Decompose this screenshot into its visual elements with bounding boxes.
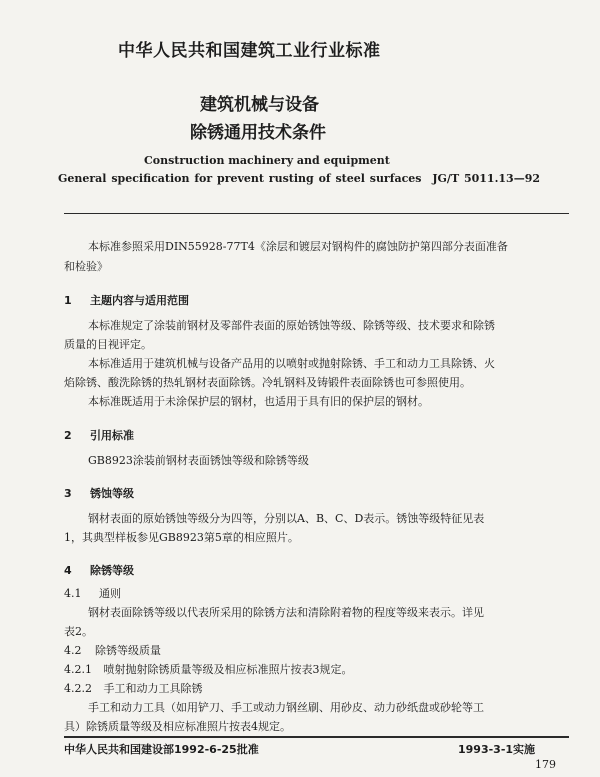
english-title-line-1: Construction machinery and equipment [144,154,390,167]
section-1-p1-line-1: 本标准规定了涂装前钢材及零部件表面的原始锈蚀等级、除锈等级、技术要求和除锈 [88,319,495,332]
footer-divider [64,736,569,738]
subsection-4-2-1 [64,660,353,679]
document-title-line-1: 建筑机械与设备 [200,95,319,115]
document-title-line-2: 除锈通用技术条件 [190,123,326,143]
section-title: 主题内容与适用范围 [90,294,189,307]
section-number: 4 [64,564,72,577]
section-1-p1-line-2: 质量的目视评定。 [64,338,152,351]
english-title-text: General specification for prevent rusting of steel surfaces [58,172,422,185]
approval-statement: 中华人民共和国建设部1992-6-25批准 [64,743,259,756]
subsection-4-2-2-heading [64,679,203,698]
section-title: 除锈等级 [90,564,134,577]
english-title-line-2 [58,172,540,185]
section-1-p2-line-1: 本标准适用于建筑机械与设备产品用的以喷射或抛射除锈、手工和动力工具除锈、火 [88,357,495,370]
subsection-text: 喷射抛射除锈质量等级及相应标准照片按表3规定。 [103,663,353,676]
subsection-number: 4.1 [64,587,82,600]
standard-code: JG/T 5011.13—92 [432,172,541,185]
section-2-heading [64,426,134,445]
section-3-p1-line-1: 钢材表面的原始锈蚀等级分为四等，分别以A、B、C、D表示。锈蚀等级特征见表 [88,512,485,525]
subsection-4-1-line-1: 钢材表面除锈等级以代表所采用的除锈方法和清除附着物的程度等级来表示。详见 [88,606,484,619]
subsection-number: 4.2.1 [64,663,92,676]
section-number: 1 [64,294,72,307]
section-title: 锈蚀等级 [90,487,134,500]
intro-line-2: 和检验》 [64,260,108,273]
subsection-title: 除锈等级质量 [95,644,161,657]
standard-category-header: 中华人民共和国建筑工业行业标准 [118,41,381,61]
subsection-4-2-2-line-2: 具）除锈质量等级及相应标准照片按表4规定。 [64,720,291,733]
section-1-p2-line-2: 焰除锈、酸洗除锈的热轧钢材表面除锈。冷轧钢料及铸锻件表面除锈也可参照使用。 [64,376,471,389]
subsection-4-2-heading [64,641,161,660]
section-number: 3 [64,487,72,500]
subsection-title: 手工和动力工具除锈 [103,682,203,695]
section-3-heading [64,484,134,503]
subsection-number: 4.2 [64,644,82,657]
subsection-4-1-heading [64,584,121,603]
page-number: 179 [535,758,556,771]
subsection-number: 4.2.2 [64,682,92,695]
subsection-title: 通则 [99,587,121,600]
section-title: 引用标准 [90,429,134,442]
subsection-4-1-line-2: 表2。 [64,625,93,638]
header-divider [64,213,569,214]
section-1-p3: 本标准既适用于未涂保护层的钢材，也适用于具有旧的保护层的钢材。 [88,395,429,408]
section-3-p1-line-2: 1，其典型样板参见GB8923第5章的相应照片。 [64,531,299,544]
intro-line-1: 本标准参照采用DIN55928-77T4《涂层和镀层对钢构件的腐蚀防护第四部分表面准备 [88,240,508,253]
section-4-heading [64,561,134,580]
implementation-date: 1993-3-1实施 [458,743,536,756]
section-number: 2 [64,429,72,442]
section-1-heading [64,291,189,310]
subsection-4-2-2-line-1: 手工和动力工具（如用铲刀、手工或动力钢丝刷、用砂皮、动力砂纸盘或砂轮等工 [88,701,484,714]
section-2-p1: GB8923涂装前钢材表面锈蚀等级和除锈等级 [88,454,309,467]
